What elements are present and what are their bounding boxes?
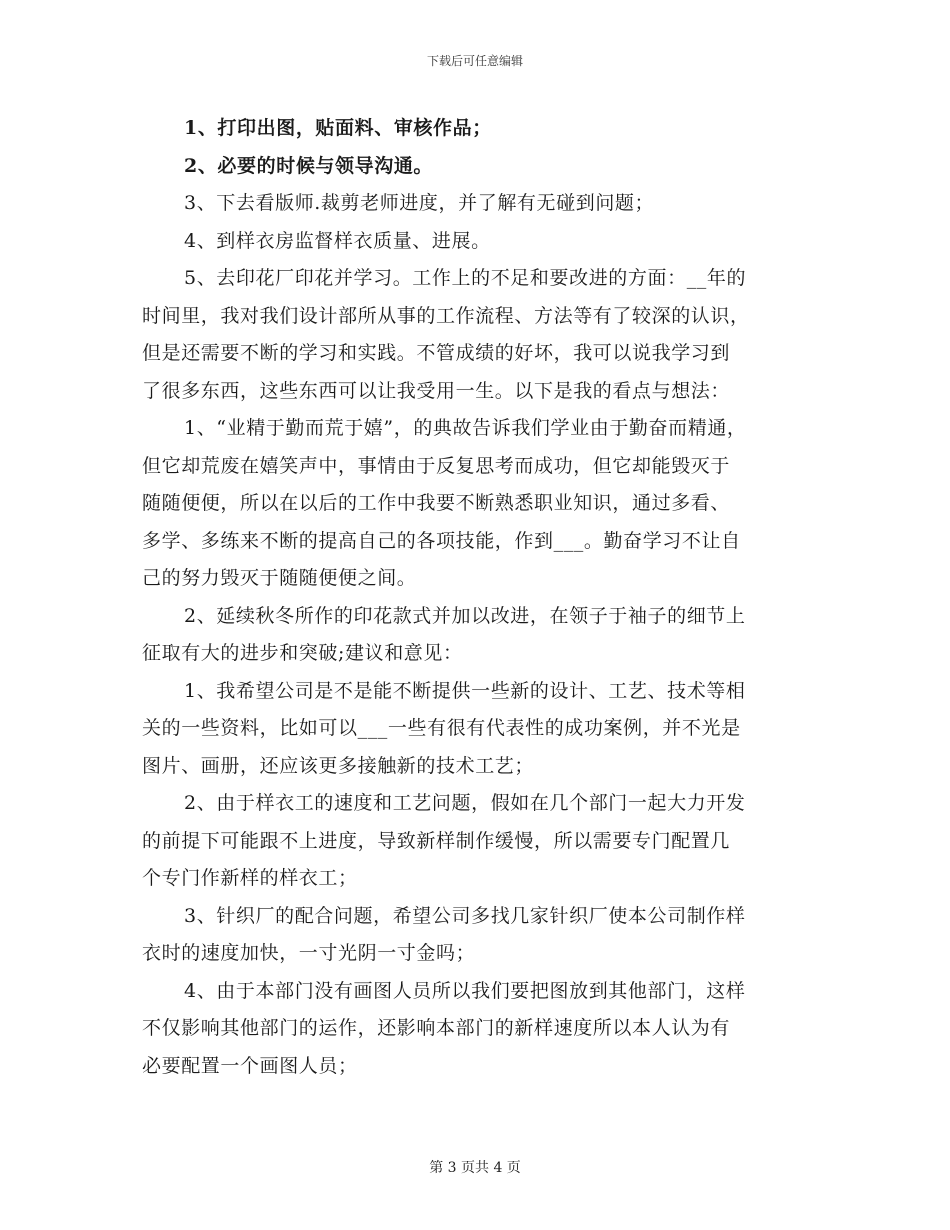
paragraph-line: 不仅影响其他部门的运作，还影响本部门的新样速度所以本人认为有 xyxy=(142,1017,731,1039)
paragraph-line: 1、我希望公司是不是能不断提供一些新的设计、工艺、技术等相 xyxy=(184,679,746,702)
page-header: 下载后可任意编辑 xyxy=(426,54,523,68)
paragraph-line: 1、“业精于勤而荒于嬉”，的典故告诉我们学业由于勤奋而精通， xyxy=(184,417,747,439)
paragraph-line: 衣时的速度加快，一寸光阴一寸金吗； xyxy=(142,942,476,964)
paragraph-line: 但它却荒废在嬉笑声中，事情由于反复思考而成功，但它却能毁灭于 xyxy=(142,454,731,477)
paragraph-line: 但是还需要不断的学习和实践。不管成绩的好坏，我可以说我学习到 xyxy=(142,342,731,364)
paragraph-line: 4、由于本部门没有画图人员所以我们要把图放到其他部门，这样 xyxy=(184,979,746,1002)
paragraph-line: 征取有大的进步和突破;建议和意见： xyxy=(142,642,463,664)
paragraph-line: 个专门作新样的样衣工； xyxy=(142,867,358,889)
paragraph-line: 1、打印出图，贴面料、审核作品； xyxy=(184,117,492,139)
paragraph-line: 2、延续秋冬所作的印花款式并加以改进，在领子于袖子的细节上 xyxy=(184,604,746,627)
paragraph-line: 了很多东西，这些东西可以让我受用一生。以下是我的看点与想法： xyxy=(142,379,731,402)
document-body xyxy=(142,110,822,1085)
paragraph-line: 时间里，我对我们设计部所从事的工作流程、方法等有了较深的认识， xyxy=(142,304,750,327)
paragraph-line: 随随便便，所以在以后的工作中我要不断熟悉职业知识，通过多看、 xyxy=(142,492,731,514)
paragraph-line: 3、针织厂的配合问题，希望公司多找几家针织厂使本公司制作样 xyxy=(184,904,746,927)
paragraph-line: 2、由于样衣工的速度和工艺问题，假如在几个部门一起大力开发 xyxy=(184,792,746,814)
paragraph-line: 的前提下可能跟不上进度，导致新样制作缓慢，所以需要专门配置几 xyxy=(142,829,731,852)
paragraph-line: 4、到样衣房监督样衣质量、进展。 xyxy=(184,229,491,252)
paragraph-line: 多学、多练来不断的提高自己的各项技能，作到___。勤奋学习不让自 xyxy=(142,529,741,552)
paragraph-line: 3、下去看版师.裁剪老师进度，并了解有无碰到问题； xyxy=(184,192,655,214)
paragraph-line: 必要配置一个画图人员； xyxy=(142,1054,358,1077)
paragraph-line: 己的努力毁灭于随随便便之间。 xyxy=(142,567,417,589)
paragraph-line: 图片、画册，还应该更多接触新的技术工艺； xyxy=(142,754,535,777)
page-footer: 第 3 页共 4 页 xyxy=(429,1160,521,1176)
paragraph-line: 2、必要的时候与领导沟通。 xyxy=(184,154,434,177)
paragraph-line: 5、去印花厂印花并学习。工作上的不足和要改进的方面：__年的 xyxy=(184,267,747,289)
paragraph-line: 关的一些资料，比如可以___一些有很有代表性的成功案例，并不光是 xyxy=(142,717,741,739)
